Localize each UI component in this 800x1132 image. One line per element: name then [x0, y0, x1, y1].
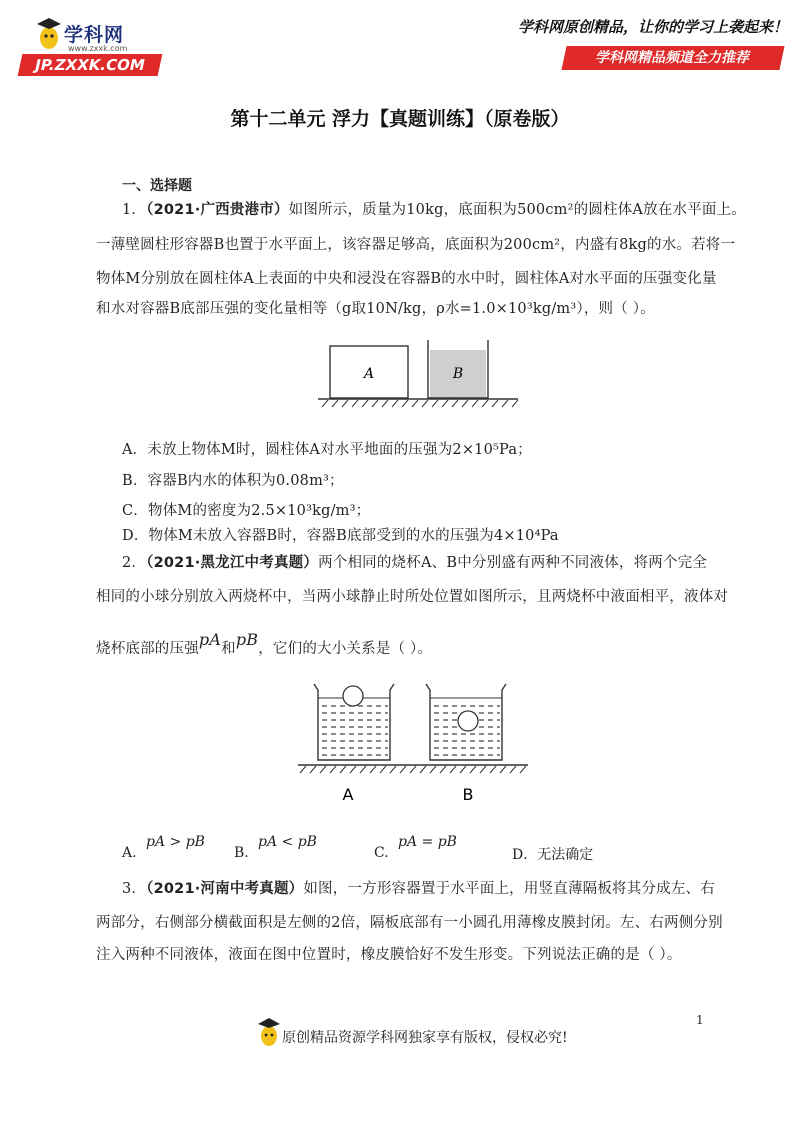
q2-option-a-label: A. — [122, 845, 137, 861]
logo-url: www.zxxk.com — [68, 44, 128, 53]
section-heading: 一、选择题 — [122, 178, 192, 194]
footer-mascot-icon — [256, 1016, 282, 1050]
beaker-label-b: B — [462, 785, 474, 804]
q1-line4: 和水对容器B底部压强的变化量相等（g取10N/kg，ρ水=1.0×10³kg/m³），则（ ）。 — [96, 301, 655, 317]
ground-hatch — [322, 400, 518, 407]
q3-number: 3． — [122, 881, 147, 897]
q3-line2: 两部分，右侧部分横截面积是左侧的2倍，隔板底部有一小圆孔用薄橡皮膜封闭。左、右两侧分别 — [96, 915, 723, 931]
logo-bar: JP.ZXXK.COM — [18, 54, 163, 76]
label-a: A — [363, 366, 375, 382]
q2-figure — [298, 678, 528, 808]
q2-line1 — [122, 547, 707, 579]
header-slogan: 学科网原创精品，让你的学习上袭起来！ — [518, 18, 789, 36]
ball-a — [343, 686, 363, 706]
q1-line1 — [122, 194, 746, 226]
q1-option-b: B．容器B内水的体积为0.08m³； — [122, 473, 344, 489]
q1-text-1: 如图所示，质量为10kg，底面积为500cm²的圆柱体A放在水平面上。 — [288, 202, 747, 218]
q1-source: （2021·广西贵港市） — [146, 202, 289, 218]
q2-option-b-expr: pA < pB — [258, 834, 317, 850]
q2-line2: 相同的小球分别放入两烧杯中，当两小球静止时所处位置如图所示，且两烧杯中液面相平，液体对 — [96, 589, 729, 605]
site-logo[interactable] — [20, 14, 160, 74]
q2-line3 — [96, 632, 432, 665]
ball-b — [458, 711, 478, 731]
q2-option-a-expr: pA > pB — [146, 834, 205, 850]
q2-option-b-label: B. — [234, 845, 249, 861]
pressure-a: pA — [198, 630, 222, 649]
table-hatch — [300, 766, 526, 773]
q1-line2: 一薄壁圆柱形容器B也置于水平面上，该容器足够高，底面积为200cm²，内盛有8kg的水。若将一 — [96, 237, 736, 253]
q2-option-c-expr: pA = pB — [398, 834, 457, 850]
q1-option-d: D．物体M未放入容器B时，容器B底部受到的水的压强为4×10⁴Pa — [122, 528, 559, 544]
label-b: B — [452, 366, 464, 382]
q3-source: （2021·河南中考真题） — [146, 881, 304, 897]
q3-line3: 注入两种不同液体，液面在图中位置时，橡皮膜恰好不发生形变。下列说法正确的是（ ）。 — [96, 947, 682, 963]
pressure-b: pB — [235, 630, 259, 649]
q1-line3: 物体M分别放在圆柱体A上表面的中央和浸没在容器B的水中时，圆柱体A对水平面的压强变化量 — [96, 271, 717, 287]
q2-source: （2021·黑龙江中考真题） — [146, 555, 319, 571]
q1-option-c: C．物体M的密度为2.5×10³kg/m³； — [122, 503, 371, 519]
q3-text-1: 如图，一方形容器置于水平面上，用竖直薄隔板将其分成左、右 — [303, 881, 715, 897]
q1-figure — [318, 340, 518, 410]
beaker-b — [426, 684, 506, 760]
q1-number: 1． — [122, 202, 147, 218]
q1-option-a: A．未放上物体M时，圆柱体A对水平地面的压强为2×10⁵Pa； — [122, 442, 532, 458]
q2-text-3b: ，它们的大小关系是（ ）。 — [258, 641, 433, 657]
logo-text: 学科网 — [64, 24, 125, 46]
q2-and: 和 — [221, 641, 236, 657]
q2-text-1: 两个相同的烧杯A、B中分别盛有两种不同液体，将两个完全 — [318, 555, 708, 571]
footer-copyright: 原创精品资源学科网独家享有版权，侵权必究! — [282, 1030, 568, 1046]
q2-option-d: D．无法确定 — [512, 847, 594, 863]
header-slogan-bar: 学科网精品频道全力推荐 — [561, 46, 784, 70]
page-number: 1 — [696, 1013, 704, 1027]
page-title: 第十二单元 浮力【真题训练】（原卷版） — [230, 108, 570, 130]
q2-number: 2． — [122, 555, 147, 571]
beaker-a — [314, 684, 394, 760]
q2-option-c-label: C. — [374, 845, 389, 861]
beaker-label-a: A — [342, 785, 354, 804]
q2-text-3a: 烧杯底部的压强 — [96, 641, 199, 657]
mascot-icon — [34, 16, 64, 54]
q3-line1 — [122, 873, 715, 905]
